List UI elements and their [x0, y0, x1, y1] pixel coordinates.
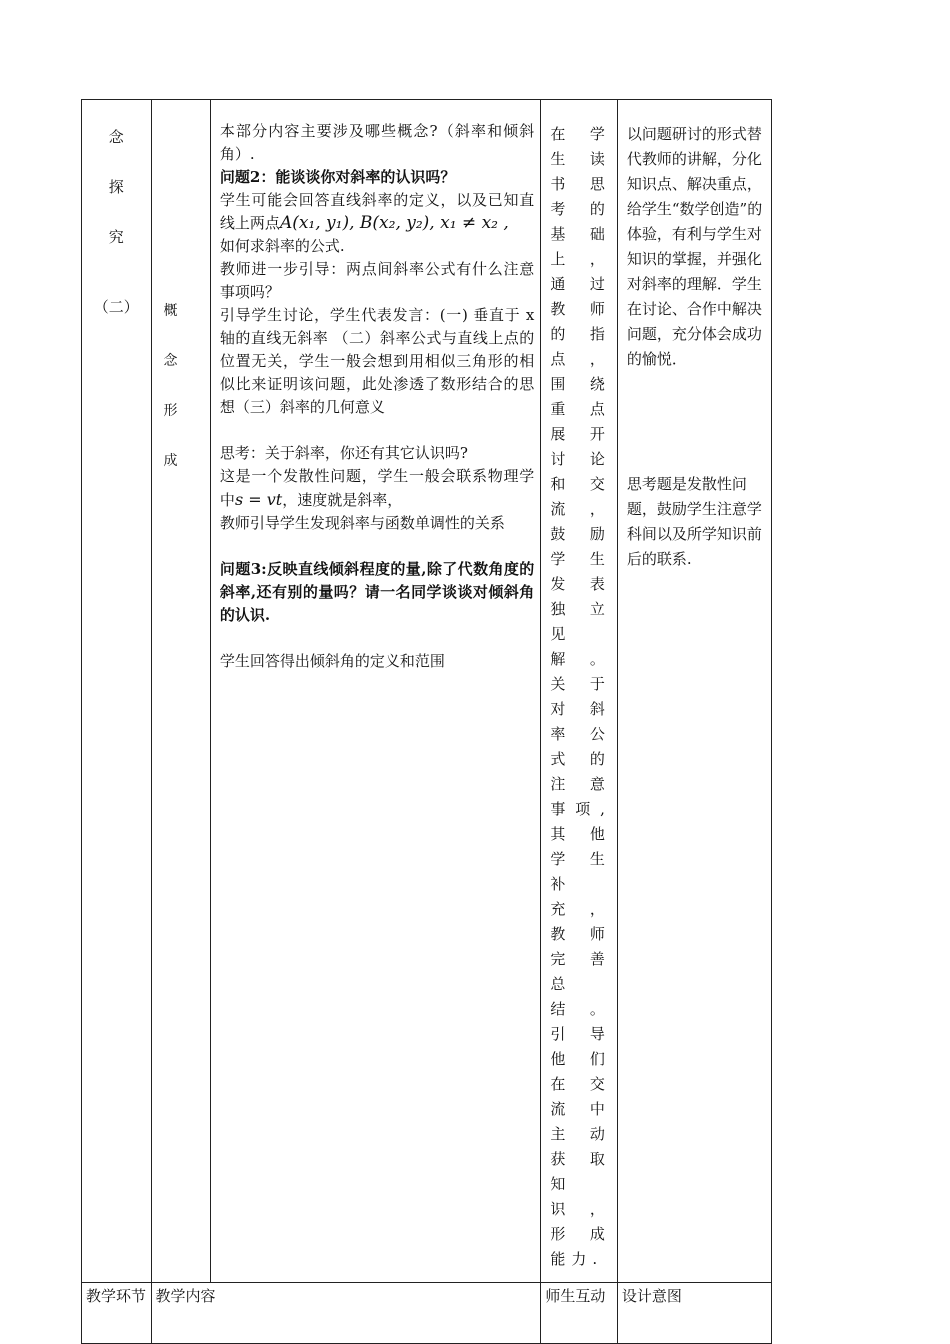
header-design: 设计意图 [617, 1283, 771, 1344]
design-cell [617, 100, 771, 1283]
lesson-plan-table [81, 99, 772, 1344]
text: ，速度就是斜率， [282, 491, 403, 509]
paragraph: 思考：关于斜率，你还有其它认识吗? [219, 444, 468, 462]
header-stage: 教学环节 [82, 1283, 152, 1344]
table-row [82, 100, 772, 1283]
concept-char: 成 [163, 453, 178, 469]
text: 这是一个发散性问题，学生一般会联系物理学中 [219, 467, 535, 509]
text: 学生可能会回答直线斜率的定义，以及已知直线上两点 [219, 191, 535, 232]
header-interaction: 师生互动 [541, 1283, 618, 1344]
paragraph: 以问题研讨的形式替代教师的讲解，分化知识点、解决重点，给学生“数学创造”的体验，有利与学生对知识的掌握，并强化对斜率的理解．学生在讨论、合作中解决问题，充分体会成功的愉悦． [626, 125, 763, 368]
question-3: 问题3:反映直线倾斜程度的量,除了代数角度的斜率,还有别的量吗？请一名同学谈谈对倾斜角的认识. [219, 560, 535, 624]
paragraph [220, 189, 534, 235]
header-content: 教学内容 [151, 1283, 541, 1344]
concept-char: 形 [163, 403, 178, 419]
interaction-cell: 在学生读书思考的基础上，通过教师的指点，围绕重点展开讨论和交流，鼓励学生发表独立见解。关于对斜率公式的注意事项,其他学生补充，教师完善总结。引导他们在交流中主动获取知识，形成能力. [541, 100, 618, 1283]
concept-cell [151, 100, 210, 1283]
velocity-formula: s = vt [234, 490, 283, 509]
paragraph: 引导学生讨论，学生代表发言：(一) 垂直于 x 轴的直线无斜率 （二）斜率公式与直线上点的位置无关，学生一般会想到用相似三角形的相似比来证明该问题，此处渗透了数形结合的思想（三）斜率的几何意义 [219, 306, 535, 416]
question-2: 问题2：能谈谈你对斜率的认识吗？ [219, 168, 456, 186]
content-cell [210, 100, 540, 1283]
stage-char: （二） [93, 298, 139, 316]
paragraph: 学生回答得出倾斜角的定义和范围 [219, 652, 445, 670]
paragraph: 如何求斜率的公式. [219, 237, 345, 255]
stage-char: 念 [108, 128, 124, 146]
stage-char: 究 [108, 228, 124, 246]
concept-char: 念 [163, 353, 178, 369]
table-header-row [82, 1283, 772, 1344]
slope-points-formula: A(x₁, y₁), B(x₂, y₂), x₁ ≠ x₂ , [279, 213, 509, 233]
paragraph: 教师进一步引导：两点间斜率公式有什么注意事项吗？ [219, 260, 535, 301]
stage-cell [82, 100, 152, 1283]
paragraph: 本部分内容主要涉及哪些概念?（斜率和倾斜角）. [219, 122, 535, 163]
concept-char: 概 [163, 303, 178, 319]
paragraph: 教师引导学生发现斜率与函数单调性的关系 [219, 514, 505, 532]
paragraph: 思考题是发散性问题，鼓励学生注意学科间以及所学知识前后的联系. [626, 475, 762, 568]
stage-char: 探 [108, 178, 124, 196]
paragraph [220, 465, 534, 512]
